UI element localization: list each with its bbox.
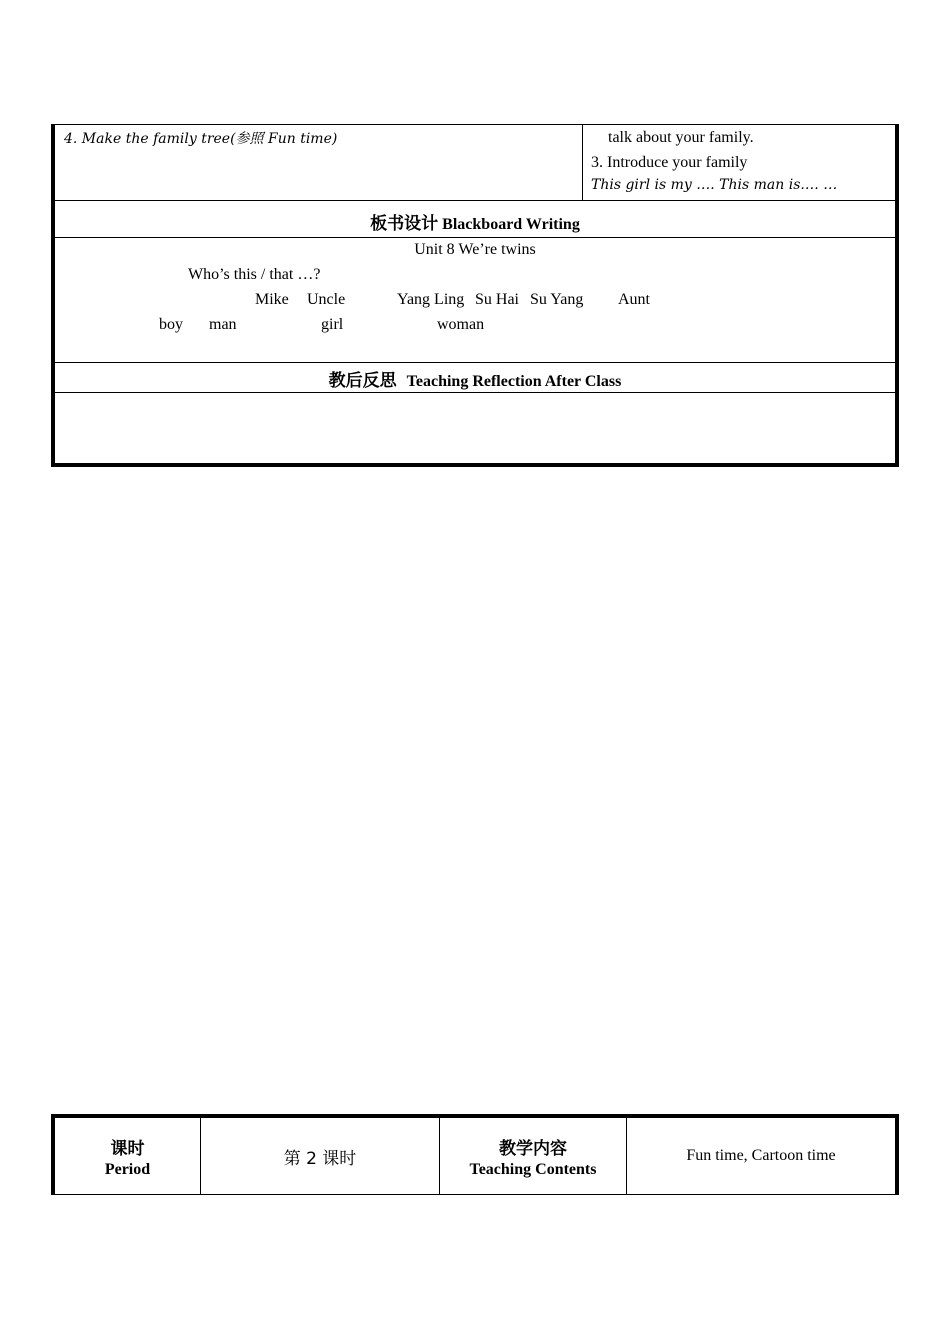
reflection-header-cn: 教后反思 [328, 371, 397, 391]
contents-label-cell [439, 1118, 626, 1194]
reflection-header-en: Teaching Reflection After Class [406, 373, 622, 390]
activity-line-2: 3. Introduce your family [591, 154, 748, 171]
name-yang-ling: Yang Ling [397, 291, 465, 308]
activities-right-cell [582, 125, 895, 200]
blackboard-header [55, 209, 895, 234]
contents-value-cell [626, 1118, 895, 1194]
contents-value: Fun time, Cartoon time [686, 1147, 836, 1164]
period-label-cn: 课时 [110, 1138, 145, 1159]
activity-line-1: talk about your family. [608, 129, 754, 146]
period-label-cell [55, 1118, 200, 1194]
reflection-header-row [55, 362, 895, 393]
blackboard-header-en: Blackboard Writing [442, 216, 580, 233]
reflection-header [55, 366, 895, 391]
name-su-hai: Su Hai [475, 291, 519, 308]
blackboard-content-row [55, 237, 895, 363]
period-table [51, 1114, 899, 1195]
word-girl: girl [321, 316, 344, 333]
period-value: 第 2 课时 [283, 1148, 357, 1169]
name-mike: Mike [255, 291, 289, 308]
question-pattern: Who’s this / that …? [188, 266, 321, 283]
reflection-content [55, 392, 895, 463]
blackboard-header-row [55, 200, 895, 238]
period-value-cell [200, 1118, 439, 1194]
name-su-yang: Su Yang [530, 291, 584, 308]
unit-title: Unit 8 We’re twins [414, 241, 536, 258]
contents-label-cn: 教学内容 [499, 1138, 567, 1159]
lesson-plan-table [51, 124, 899, 467]
word-woman: woman [437, 316, 485, 333]
activity-family-tree: 4. Make the family tree(参照 Fun time) [64, 131, 338, 147]
name-aunt: Aunt [618, 291, 650, 308]
activity-line-3: This girl is my …. This man is.… … [591, 177, 838, 193]
period-table-inner [55, 1118, 895, 1194]
contents-label-en: Teaching Contents [469, 1160, 597, 1178]
activities-row [55, 125, 895, 200]
period-label-en: Period [104, 1160, 151, 1178]
word-boy: boy [159, 316, 183, 333]
blackboard-header-cn: 板书设计 [370, 214, 439, 234]
lesson-plan-table-inner [55, 125, 895, 463]
word-man: man [209, 316, 237, 333]
name-uncle: Uncle [307, 291, 346, 308]
